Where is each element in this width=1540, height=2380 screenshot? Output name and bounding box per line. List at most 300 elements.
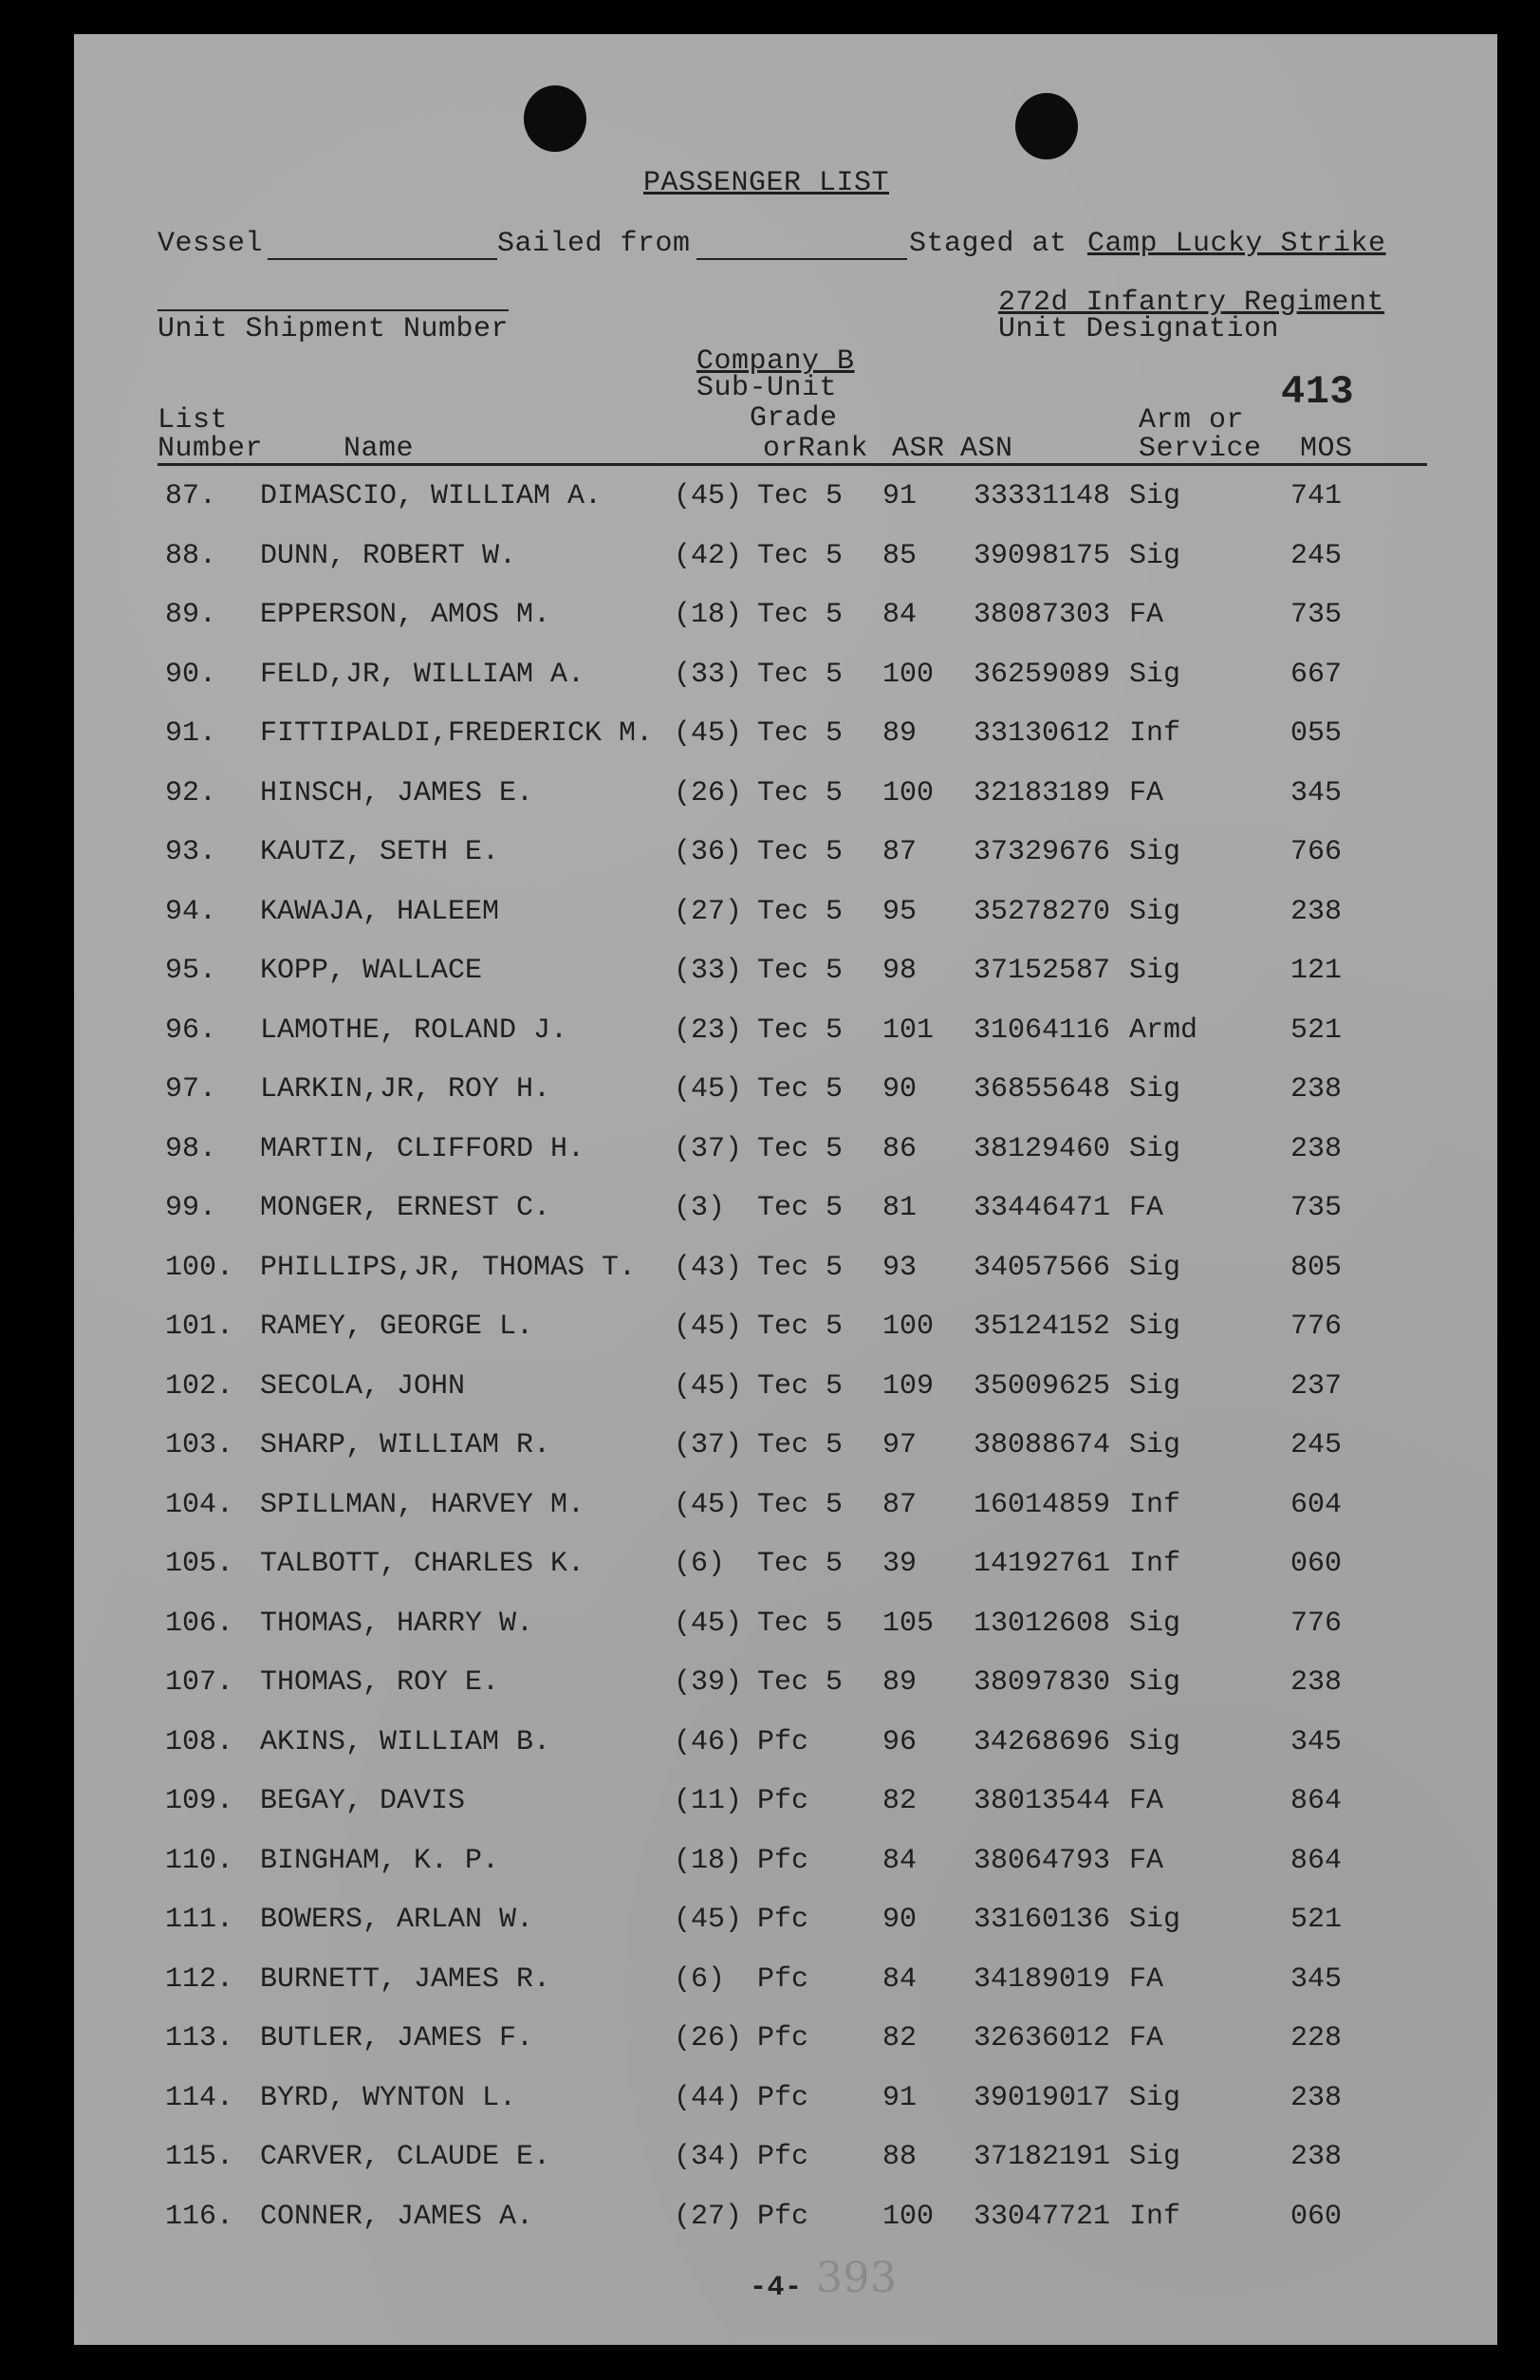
mos-code: 805 [1290,1251,1343,1284]
serial-number: 33331148 [974,480,1111,512]
passenger-name: AKINS, WILLIAM B. [260,1725,551,1758]
page-number: -4- [750,2272,803,2304]
serial-number: 38087303 [974,599,1111,631]
list-number: 111. [165,1904,234,1936]
asr-score: 86 [882,1132,918,1165]
grade-rank: Tec 5 [757,1369,844,1403]
passenger-name: BINGHAM, K. P. [260,1844,500,1877]
list-number: 104. [165,1488,234,1521]
arm-service: Sig [1129,1369,1181,1403]
list-number: 88. [165,539,217,572]
serial-number: 38097830 [974,1666,1111,1699]
list-number: 106. [165,1607,234,1640]
age-code: (37) [674,1132,743,1165]
punch-hole-right [1015,93,1078,159]
grade-rank: Tec 5 [757,1311,844,1343]
arm-service: FA [1129,1844,1164,1877]
col-asr: ASR [892,433,945,465]
passenger-name: KAWAJA, HALEEM [260,895,500,928]
passenger-name: BUTLER, JAMES F. [260,2022,534,2055]
arm-service: Sig [1129,836,1181,868]
table-row [74,957,1497,995]
arm-service: Sig [1129,480,1181,512]
list-number: 96. [165,1013,217,1047]
grade-rank: Tec 5 [757,480,844,512]
serial-number: 38129460 [974,1132,1111,1165]
table-row [74,895,1497,936]
sailed-from-blank [696,258,907,260]
col-number: Number [158,433,264,465]
serial-number: 37182191 [974,2141,1111,2173]
age-code: (42) [674,539,743,572]
grade-rank: Tec 5 [757,776,844,809]
list-number: 93. [165,836,217,868]
grade-rank: Tec 5 [757,1132,844,1165]
table-row [74,1369,1497,1410]
grade-rank: Tec 5 [757,955,844,987]
asr-score: 95 [882,895,918,928]
list-number: 108. [165,1725,234,1758]
asr-score: 84 [882,1844,918,1877]
asr-score: 81 [882,1192,918,1224]
list-number: 99. [165,1192,217,1224]
passenger-name: BURNETT, JAMES R. [260,1962,551,1996]
grade-rank: Tec 5 [757,1013,844,1047]
list-number: 101. [165,1311,234,1343]
serial-number: 36259089 [974,658,1111,691]
arm-service: Sig [1129,2141,1181,2173]
table-row [74,1962,1497,2003]
col-name: Name [343,433,415,465]
serial-number: 39019017 [974,2081,1111,2114]
grade-rank: Pfc [757,2141,809,2173]
table-row [74,1075,1497,1113]
table-row [74,1488,1497,1529]
age-code: (3) [674,1192,726,1224]
arm-service: Sig [1129,1666,1181,1699]
asr-score: 97 [882,1429,918,1461]
col-list: List [158,404,229,437]
passenger-name: DUNN, ROBERT W. [260,539,517,572]
document-page [74,34,1497,2345]
passenger-name: KAUTZ, SETH E. [260,836,500,868]
col-mos: MOS [1300,433,1353,465]
table-row [74,1844,1497,1885]
mos-code: 345 [1290,1725,1343,1758]
passenger-name: SECOLA, JOHN [260,1369,466,1403]
list-number: 100. [165,1251,234,1284]
age-code: (6) [674,1548,726,1580]
serial-number: 32636012 [974,2022,1111,2055]
table-row [74,1550,1497,1588]
subunit-label: Sub-Unit [696,372,838,404]
table-row [74,838,1497,876]
passenger-name: FITTIPALDI,FREDERICK M. [260,717,654,750]
grade-rank: Tec 5 [757,1488,844,1521]
asr-score: 84 [882,599,918,631]
asr-score: 100 [882,1311,935,1343]
unit-designation-value: 272d Infantry Regiment [998,287,1385,319]
grade-rank: Tec 5 [757,1429,844,1461]
list-number: 94. [165,895,217,928]
asr-score: 84 [882,1962,918,1996]
mos-code: 521 [1290,1904,1343,1936]
serial-number: 39098175 [974,539,1111,572]
col-arm-or: Arm or [1139,404,1245,437]
asr-score: 87 [882,1488,918,1521]
serial-number: 37329676 [974,836,1111,868]
arm-service: FA [1129,1785,1164,1817]
grade-rank: Pfc [757,1904,809,1936]
age-code: (23) [674,1013,743,1047]
list-number: 97. [165,1073,217,1106]
col-or-rank: orRank [763,433,869,465]
asr-score: 89 [882,717,918,750]
arm-service: Sig [1129,1251,1181,1284]
arm-service: Sig [1129,1132,1181,1165]
table-row [74,539,1497,580]
asr-score: 93 [882,1251,918,1284]
grade-rank: Pfc [757,1785,809,1817]
grade-rank: Tec 5 [757,1192,844,1224]
arm-service: Sig [1129,1429,1181,1461]
mos-code: 864 [1290,1785,1343,1817]
mos-code: 238 [1290,2081,1343,2114]
passenger-name: HINSCH, JAMES E. [260,776,534,809]
passenger-name: CARVER, CLAUDE E. [260,2141,551,2173]
asr-score: 85 [882,539,918,572]
mos-code: 735 [1290,1192,1343,1224]
mos-code: 238 [1290,2141,1343,2173]
age-code: (39) [674,1666,743,1699]
mos-code: 766 [1290,836,1343,868]
arm-service: Inf [1129,717,1181,750]
serial-number: 33160136 [974,1904,1111,1936]
passenger-name: EPPERSON, AMOS M. [260,599,551,631]
asr-score: 39 [882,1548,918,1580]
mos-code: 238 [1290,1073,1343,1106]
passenger-name: DIMASCIO, WILLIAM A. [260,480,603,512]
grade-rank: Pfc [757,1844,809,1877]
mos-code: 055 [1290,717,1343,750]
age-code: (45) [674,480,743,512]
passenger-name: PHILLIPS,JR, THOMAS T. [260,1251,637,1284]
mos-code: 245 [1290,1429,1343,1461]
passenger-name: BOWERS, ARLAN W. [260,1904,534,1936]
grade-rank: Tec 5 [757,1073,844,1106]
list-number: 109. [165,1785,234,1817]
asr-score: 90 [882,1904,918,1936]
age-code: (18) [674,599,743,631]
age-code: (45) [674,1073,743,1106]
arm-service: Sig [1129,895,1181,928]
age-code: (11) [674,1785,743,1817]
passenger-name: FELD,JR, WILLIAM A. [260,658,585,691]
serial-number: 32183189 [974,776,1111,809]
serial-number: 34189019 [974,1962,1111,1996]
passenger-name: KOPP, WALLACE [260,955,483,987]
passenger-name: BEGAY, DAVIS [260,1785,466,1817]
serial-number: 38013544 [974,1785,1111,1817]
grade-rank: Tec 5 [757,717,844,750]
vessel-label: Vessel [158,228,264,260]
serial-number: 33130612 [974,717,1111,750]
arm-service: Sig [1129,955,1181,987]
age-code: (27) [674,895,743,928]
serial-number: 34268696 [974,1725,1111,1758]
passenger-name: SHARP, WILLIAM R. [260,1429,551,1461]
serial-number: 36855648 [974,1073,1111,1106]
age-code: (45) [674,1607,743,1640]
asr-score: 105 [882,1607,935,1640]
unit-shipment-label: Unit Shipment Number [158,313,510,345]
list-number: 95. [165,955,217,987]
arm-service: Sig [1129,658,1181,691]
asr-score: 82 [882,1785,918,1817]
arm-service: Armd [1129,1013,1198,1047]
arm-service: Sig [1129,1904,1181,1936]
list-number: 87. [165,480,217,512]
serial-number: 33446471 [974,1192,1111,1224]
age-code: (46) [674,1725,743,1758]
table-row [74,1668,1497,1706]
grade-rank: Tec 5 [757,1607,844,1640]
age-code: (26) [674,2022,743,2055]
passenger-name: LARKIN,JR, ROY H. [260,1073,551,1106]
passenger-name: THOMAS, ROY E. [260,1666,500,1699]
mos-code: 741 [1290,480,1343,512]
table-row [74,1609,1497,1647]
age-code: (18) [674,1844,743,1877]
mos-code: 735 [1290,599,1343,631]
mos-code: 245 [1290,539,1343,572]
serial-number: 31064116 [974,1013,1111,1047]
serial-number: 33047721 [974,2200,1111,2233]
subunit-value: Company B [696,345,855,378]
staged-at-label: Staged at [909,228,1067,260]
unit-shipment-line [158,309,509,311]
mos-code: 604 [1290,1488,1343,1521]
table-row [74,601,1497,639]
mos-code: 864 [1290,1844,1343,1877]
col-grade: Grade [750,402,838,435]
asr-score: 89 [882,1666,918,1699]
grade-rank: Tec 5 [757,895,844,928]
list-number: 113. [165,2022,234,2055]
asr-score: 96 [882,1725,918,1758]
col-asn: ASN [960,433,1013,465]
serial-number: 34057566 [974,1251,1111,1284]
table-row [74,1431,1497,1469]
arm-service: Sig [1129,539,1181,572]
list-number: 103. [165,1429,234,1461]
asr-score: 100 [882,658,935,691]
serial-number: 16014859 [974,1488,1111,1521]
asr-score: 101 [882,1013,935,1047]
arm-service: FA [1129,1962,1164,1996]
col-service: Service [1139,433,1262,465]
arm-service: Inf [1129,2200,1181,2233]
age-code: (45) [674,1488,743,1521]
age-code: (45) [674,1904,743,1936]
list-number: 98. [165,1132,217,1165]
age-code: (6) [674,1962,726,1996]
age-code: (37) [674,1429,743,1461]
mos-code: 345 [1290,1962,1343,1996]
grade-rank: Pfc [757,1725,809,1758]
sailed-from-label: Sailed from [497,228,691,260]
table-row [74,1013,1497,1054]
age-code: (45) [674,1311,743,1343]
passenger-name: MARTIN, CLIFFORD H. [260,1132,585,1165]
asr-score: 82 [882,2022,918,2055]
arm-service: Inf [1129,1488,1181,1521]
table-row [74,719,1497,757]
mos-code: 345 [1290,776,1343,809]
mos-code: 238 [1290,1132,1343,1165]
arm-service: FA [1129,776,1164,809]
arm-service: FA [1129,1192,1164,1224]
mos-code: 060 [1290,2200,1343,2233]
age-code: (45) [674,717,743,750]
list-number: 107. [165,1666,234,1699]
mos-code: 228 [1290,2022,1343,2055]
handwritten-note: 393 [816,2254,898,2302]
serial-number: 35278270 [974,895,1111,928]
table-row [74,2143,1497,2181]
asr-score: 109 [882,1369,935,1403]
age-code: (36) [674,836,743,868]
list-number: 91. [165,717,217,750]
passenger-name: MONGER, ERNEST C. [260,1192,551,1224]
mos-code: 776 [1290,1311,1343,1343]
grade-rank: Pfc [757,2022,809,2055]
header-rule [158,463,1427,466]
serial-number: 38064793 [974,1844,1111,1877]
serial-number: 38088674 [974,1429,1111,1461]
age-code: (34) [674,2141,743,2173]
asr-score: 88 [882,2141,918,2173]
stamp-number: 413 [1281,369,1355,415]
table-row [74,1251,1497,1292]
grade-rank: Tec 5 [757,599,844,631]
grade-rank: Tec 5 [757,539,844,572]
mos-code: 776 [1290,1607,1343,1640]
arm-service: Sig [1129,1725,1181,1758]
mos-code: 238 [1290,895,1343,928]
asr-score: 91 [882,2081,918,2114]
arm-service: Sig [1129,1073,1181,1106]
grade-rank: Pfc [757,2081,809,2114]
arm-service: Inf [1129,1548,1181,1580]
asr-score: 90 [882,1073,918,1106]
arm-service: FA [1129,599,1164,631]
table-row [74,1312,1497,1350]
grade-rank: Tec 5 [757,1548,844,1580]
table-row [74,776,1497,817]
age-code: (33) [674,955,743,987]
asr-score: 91 [882,480,918,512]
grade-rank: Pfc [757,2200,809,2233]
table-row [74,2200,1497,2241]
serial-number: 13012608 [974,1607,1111,1640]
age-code: (44) [674,2081,743,2114]
table-row [74,660,1497,698]
serial-number: 37152587 [974,955,1111,987]
passenger-name: THOMAS, HARRY W. [260,1607,534,1640]
passenger-name: CONNER, JAMES A. [260,2200,534,2233]
passenger-name: BYRD, WYNTON L. [260,2081,517,2114]
list-number: 92. [165,776,217,809]
list-number: 116. [165,2200,234,2233]
list-number: 110. [165,1844,234,1877]
table-row [74,1906,1497,1943]
asr-score: 87 [882,836,918,868]
passenger-name: SPILLMAN, HARVEY M. [260,1488,585,1521]
grade-rank: Tec 5 [757,836,844,868]
vessel-blank [268,258,497,260]
list-number: 114. [165,2081,234,2114]
list-number: 112. [165,1962,234,1996]
staged-at-value: Camp Lucky Strike [1087,228,1386,260]
grade-rank: Pfc [757,1962,809,1996]
passenger-name: LAMOTHE, ROLAND J. [260,1013,568,1047]
age-code: (43) [674,1251,743,1284]
mos-code: 121 [1290,955,1343,987]
mos-code: 521 [1290,1013,1343,1047]
mos-code: 238 [1290,1666,1343,1699]
age-code: (26) [674,776,743,809]
table-row [74,1787,1497,1825]
document-title: PASSENGER LIST [643,167,890,199]
table-row [74,482,1497,520]
arm-service: Sig [1129,1311,1181,1343]
list-number: 102. [165,1369,234,1403]
punch-hole-left [524,85,586,152]
passenger-name: TALBOTT, CHARLES K. [260,1548,585,1580]
asr-score: 98 [882,955,918,987]
passenger-name: RAMEY, GEORGE L. [260,1311,534,1343]
serial-number: 35009625 [974,1369,1111,1403]
grade-rank: Tec 5 [757,1666,844,1699]
mos-code: 060 [1290,1548,1343,1580]
list-number: 115. [165,2141,234,2173]
table-row [74,1194,1497,1232]
list-number: 105. [165,1548,234,1580]
list-number: 89. [165,599,217,631]
age-code: (33) [674,658,743,691]
unit-designation-label: Unit Designation [998,313,1280,345]
table-row [74,2081,1497,2122]
arm-service: FA [1129,2022,1164,2055]
age-code: (45) [674,1369,743,1403]
serial-number: 35124152 [974,1311,1111,1343]
mos-code: 667 [1290,658,1343,691]
list-number: 90. [165,658,217,691]
age-code: (27) [674,2200,743,2233]
table-row [74,2024,1497,2062]
arm-service: Sig [1129,1607,1181,1640]
grade-rank: Tec 5 [757,658,844,691]
table-row [74,1132,1497,1173]
grade-rank: Tec 5 [757,1251,844,1284]
asr-score: 100 [882,2200,935,2233]
mos-code: 237 [1290,1369,1343,1403]
asr-score: 100 [882,776,935,809]
table-row [74,1725,1497,1766]
arm-service: Sig [1129,2081,1181,2114]
serial-number: 14192761 [974,1548,1111,1580]
